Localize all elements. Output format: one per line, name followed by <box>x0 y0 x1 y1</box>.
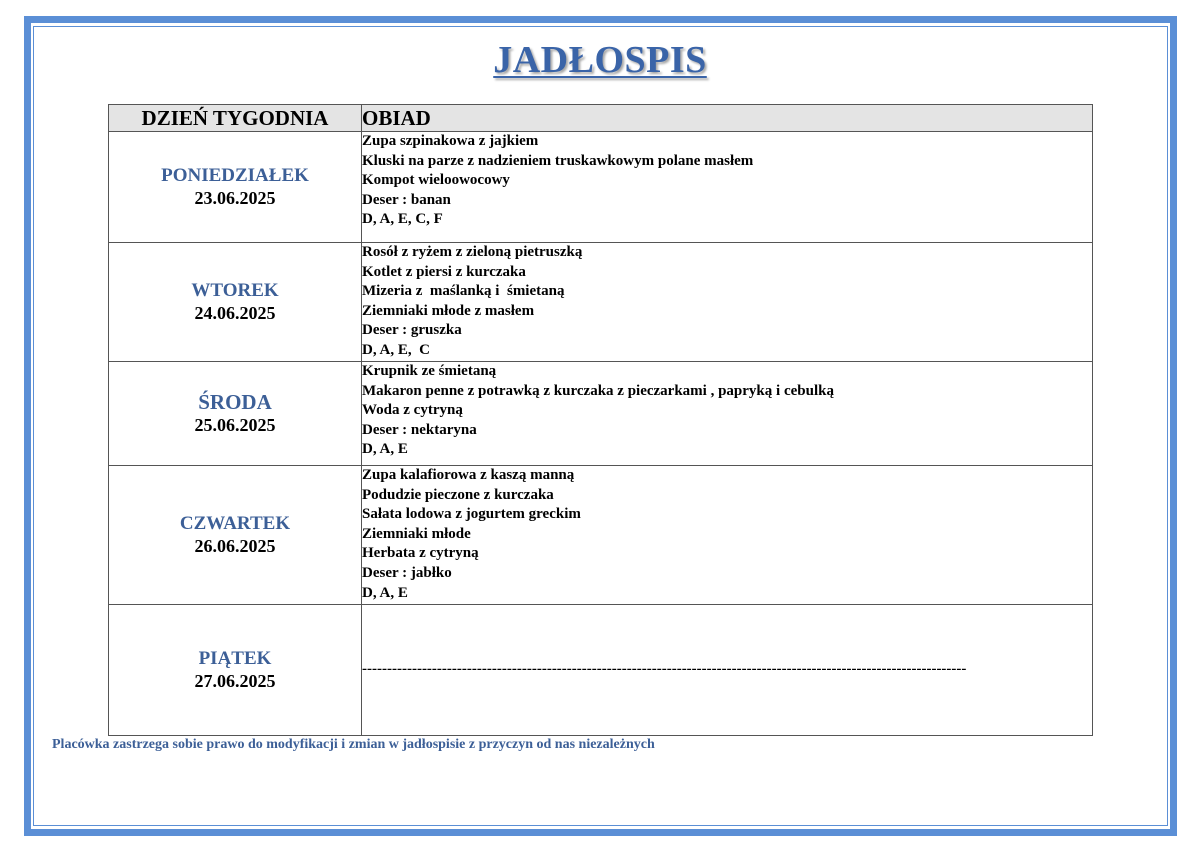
meal-line: Ziemniaki młode <box>362 525 471 542</box>
meal-cell-wednesday <box>362 362 1093 466</box>
day-date: 26.06.2025 <box>194 536 276 556</box>
meal-cell-tuesday <box>362 243 1093 362</box>
meal-line: Mizeria z maślanką i śmietaną <box>362 283 565 300</box>
allergens: D, A, E, C <box>362 341 430 358</box>
meal-line: Deser : banan <box>362 191 451 208</box>
allergens: D, A, E <box>362 441 408 458</box>
table-row-tuesday <box>109 243 1093 362</box>
meal-line: Deser : jabłko <box>362 564 452 581</box>
menu-table <box>108 104 1093 736</box>
table-header-row <box>109 105 1093 132</box>
meal-line: Deser : gruszka <box>362 322 462 339</box>
meal-line: Zupa szpinakowa z jajkiem <box>362 133 539 149</box>
page-title: JADŁOSPIS <box>493 39 707 81</box>
meal-cell-thursday <box>362 466 1093 605</box>
day-name: ŚRODA <box>198 389 272 414</box>
meal-line: Zupa kalafiorowa z kaszą manną <box>362 467 575 483</box>
meal-line: Deser : nektaryna <box>362 421 477 438</box>
meal-cell-monday <box>362 132 1093 243</box>
table-row-wednesday <box>109 362 1093 466</box>
day-date: 27.06.2025 <box>194 671 276 691</box>
table-row-monday <box>109 132 1093 243</box>
day-name: WTOREK <box>191 280 279 301</box>
day-cell-monday <box>109 132 362 243</box>
day-cell-wednesday <box>109 362 362 466</box>
allergens: D, A, E, C, F <box>362 211 443 228</box>
meal-line: Ziemniaki młode z masłem <box>362 302 535 319</box>
day-cell-friday <box>109 605 362 736</box>
header-day: DZIEŃ TYGODNIA <box>109 105 362 132</box>
day-name: PIĄTEK <box>198 648 272 669</box>
meal-line: Sałata lodowa z jogurtem greckim <box>362 506 581 523</box>
meal-line: Makaron penne z potrawką z kurczaka z pieczarkami , papryką i cebulką <box>362 382 834 399</box>
meal-cell-friday <box>362 605 1093 736</box>
meal-line: Krupnik ze śmietaną <box>362 363 497 379</box>
day-cell-thursday <box>109 466 362 605</box>
day-name: CZWARTEK <box>179 513 291 534</box>
allergens: D, A, E <box>362 584 408 601</box>
disclaimer-note: Placówka zastrzega sobie prawo do modyfikacji i zmian w jadłospisie z przyczyn od nas niezależnych <box>52 737 655 752</box>
day-date: 25.06.2025 <box>194 414 276 435</box>
day-date: 23.06.2025 <box>194 188 276 208</box>
day-name: PONIEDZIAŁEK <box>161 165 309 186</box>
meal-line: Kotlet z piersi z kurczaka <box>362 263 526 280</box>
meal-line: Herbata z cytryną <box>362 545 479 562</box>
day-date: 24.06.2025 <box>194 303 276 323</box>
table-row-friday <box>109 605 1093 736</box>
meal-line: Rosół z ryżem z zieloną pietruszką <box>362 244 583 260</box>
meal-line: Kompot wieloowocowy <box>362 172 510 189</box>
meal-line: Woda z cytryną <box>362 402 463 419</box>
meal-line: Podudzie pieczone z kurczaka <box>362 486 554 503</box>
table-row-thursday <box>109 466 1093 605</box>
header-meal: OBIAD <box>362 105 1093 132</box>
dash-placeholder: ------------------------------------------------------------------------------------------------------------------------- <box>362 661 967 678</box>
day-cell-tuesday <box>109 243 362 362</box>
meal-line: Kluski na parze z nadzieniem truskawkowym polane masłem <box>362 152 754 169</box>
